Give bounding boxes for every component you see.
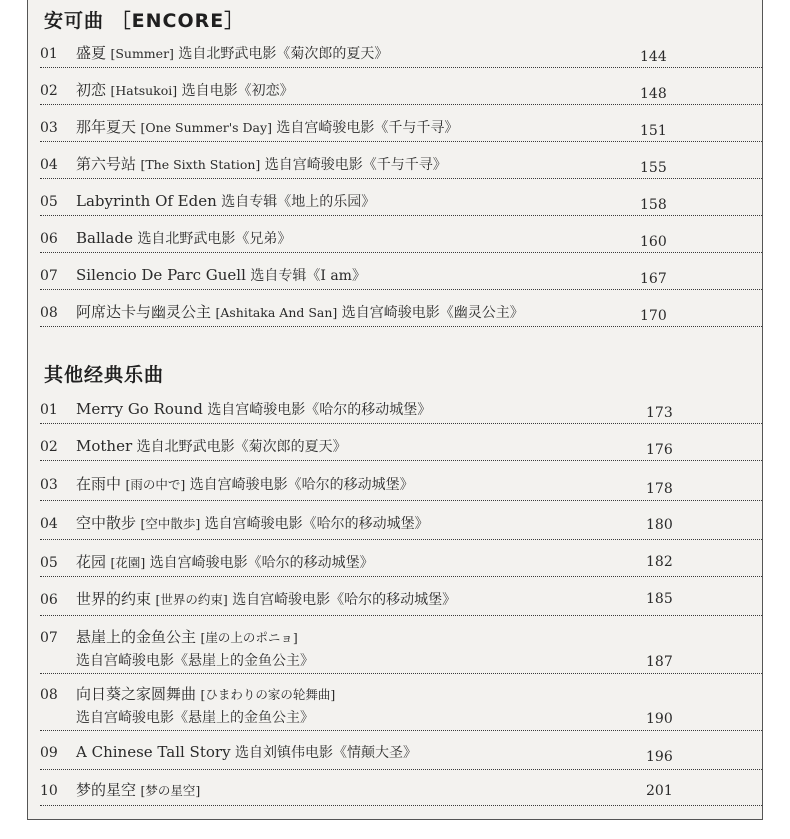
track-number: 03	[40, 477, 58, 493]
track-number: 09	[40, 745, 58, 761]
track-number: 02	[40, 439, 58, 455]
track-title: 初恋	[76, 81, 107, 99]
toc-row[interactable]	[40, 260, 762, 290]
track-source: 选自宫崎骏电影《哈尔的移动城堡》	[232, 592, 457, 608]
track-title: Labyrinth Of Eden	[76, 192, 217, 210]
track-source: 选自宫崎骏电影《千与千寻》	[264, 157, 447, 173]
track-source: 选自北野武电影《菊次郎的夏天》	[178, 46, 389, 62]
page-number: 176	[646, 442, 673, 458]
toc-row[interactable]	[40, 75, 762, 105]
page-number: 170	[640, 308, 667, 324]
original-title: [世界の约束]	[155, 592, 228, 607]
track-title: Ballade	[76, 229, 133, 247]
toc-row[interactable]	[40, 508, 762, 540]
toc-row[interactable]	[40, 297, 762, 327]
original-title: [Ashitaka And San]	[215, 305, 338, 320]
toc-row[interactable]	[40, 738, 762, 770]
original-title: [One Summer's Day]	[140, 120, 272, 135]
track-number: 07	[40, 268, 58, 284]
track-source: 选自宫崎骏电影《哈尔的移动城堡》	[207, 402, 432, 418]
track-number: 06	[40, 592, 58, 608]
toc-row[interactable]	[40, 112, 762, 142]
page-number: 173	[646, 405, 673, 421]
page-number: 155	[640, 160, 667, 176]
original-title: [花園]	[110, 555, 146, 570]
toc-row[interactable]	[40, 624, 762, 674]
track-title: 在雨中	[76, 475, 122, 493]
toc-row[interactable]	[40, 394, 762, 424]
track-number: 01	[40, 402, 58, 418]
track-number: 08	[40, 305, 58, 321]
track-number: 06	[40, 231, 58, 247]
track-source: 选自宫崎骏电影《悬崖上的金鱼公主》	[76, 653, 314, 669]
track-source: 选自专辑《I am》	[250, 268, 366, 284]
toc-row[interactable]	[40, 223, 762, 253]
page-number: 180	[646, 517, 673, 533]
track-title: 悬崖上的金鱼公主	[76, 628, 197, 646]
toc-row[interactable]	[40, 431, 762, 461]
original-title: [雨の中で]	[125, 477, 186, 492]
track-title: 向日葵之家圆舞曲	[76, 685, 197, 703]
section-title-encore: 安可曲 ［ENCORE］	[44, 10, 245, 32]
toc-row[interactable]	[40, 547, 762, 577]
track-number: 02	[40, 83, 58, 99]
toc-page	[27, 0, 763, 820]
track-source: 选自宫崎骏电影《哈尔的移动城堡》	[204, 516, 429, 532]
track-title: 第六号站	[76, 155, 137, 173]
original-title: [ひまわりの家の轮舞曲]	[200, 687, 336, 702]
track-number: 05	[40, 194, 58, 210]
track-source: 选自宫崎骏电影《哈尔的移动城堡》	[149, 555, 374, 571]
track-number: 04	[40, 516, 58, 532]
original-title: [梦の星空]	[140, 783, 201, 798]
page-number: 190	[646, 711, 673, 727]
page-number: 160	[640, 234, 667, 250]
track-number: 01	[40, 46, 58, 62]
track-source: 选自刘镇伟电影《情颠大圣》	[235, 745, 417, 761]
page-number: 151	[640, 123, 667, 139]
toc-row[interactable]	[40, 38, 762, 68]
track-title: 那年夏天	[76, 118, 137, 136]
toc-row[interactable]	[40, 681, 762, 731]
toc-row[interactable]	[40, 186, 762, 216]
original-title: [空中散歩]	[140, 516, 201, 531]
original-title: [The Sixth Station]	[140, 157, 261, 172]
page-number: 144	[640, 49, 667, 65]
track-source: 选自宫崎骏电影《幽灵公主》	[341, 305, 524, 321]
track-title: A Chinese Tall Story	[76, 743, 231, 761]
track-source: 选自专辑《地上的乐园》	[221, 194, 376, 210]
track-title: 梦的星空	[76, 781, 137, 799]
page-number: 148	[640, 86, 667, 102]
track-title: 空中散步	[76, 514, 137, 532]
track-source: 选自宫崎骏电影《哈尔的移动城堡》	[189, 477, 414, 493]
original-title: [Hatsukoi]	[110, 83, 178, 98]
toc-row[interactable]	[40, 776, 762, 806]
track-title: Merry Go Round	[76, 400, 203, 418]
track-title: 花园	[76, 553, 107, 571]
page-number: 178	[646, 481, 673, 497]
toc-row[interactable]	[40, 584, 762, 616]
track-number: 05	[40, 555, 58, 571]
page-number: 185	[646, 591, 673, 607]
track-title: 阿席达卡与幽灵公主	[76, 303, 212, 321]
track-number: 03	[40, 120, 58, 136]
track-number: 08	[40, 687, 58, 703]
track-title: Mother	[76, 437, 133, 455]
page-number: 167	[640, 271, 667, 287]
page-number: 201	[646, 783, 673, 799]
original-title: [崖の上のポニョ]	[200, 630, 298, 645]
toc-row[interactable]	[40, 469, 762, 501]
page-number: 196	[646, 749, 673, 765]
track-number: 04	[40, 157, 58, 173]
page-number: 182	[646, 554, 673, 570]
page-number: 187	[646, 654, 673, 670]
original-title: [Summer]	[110, 46, 174, 61]
track-title: 盛夏	[76, 44, 107, 62]
track-source: 选自电影《初恋》	[181, 83, 294, 99]
track-source: 选自宫崎骏电影《悬崖上的金鱼公主》	[76, 710, 314, 726]
toc-row[interactable]	[40, 149, 762, 179]
section-title-classics: 其他经典乐曲	[44, 364, 165, 386]
track-source: 选自北野武电影《菊次郎的夏天》	[136, 439, 347, 455]
track-title: 世界的约束	[76, 590, 152, 608]
track-source: 选自北野武电影《兄弟》	[137, 231, 292, 247]
page-number: 158	[640, 197, 667, 213]
track-source: 选自宫崎骏电影《千与千寻》	[276, 120, 459, 136]
track-number: 07	[40, 630, 58, 646]
track-title: Silencio De Parc Guell	[76, 266, 246, 284]
track-number: 10	[40, 783, 58, 799]
